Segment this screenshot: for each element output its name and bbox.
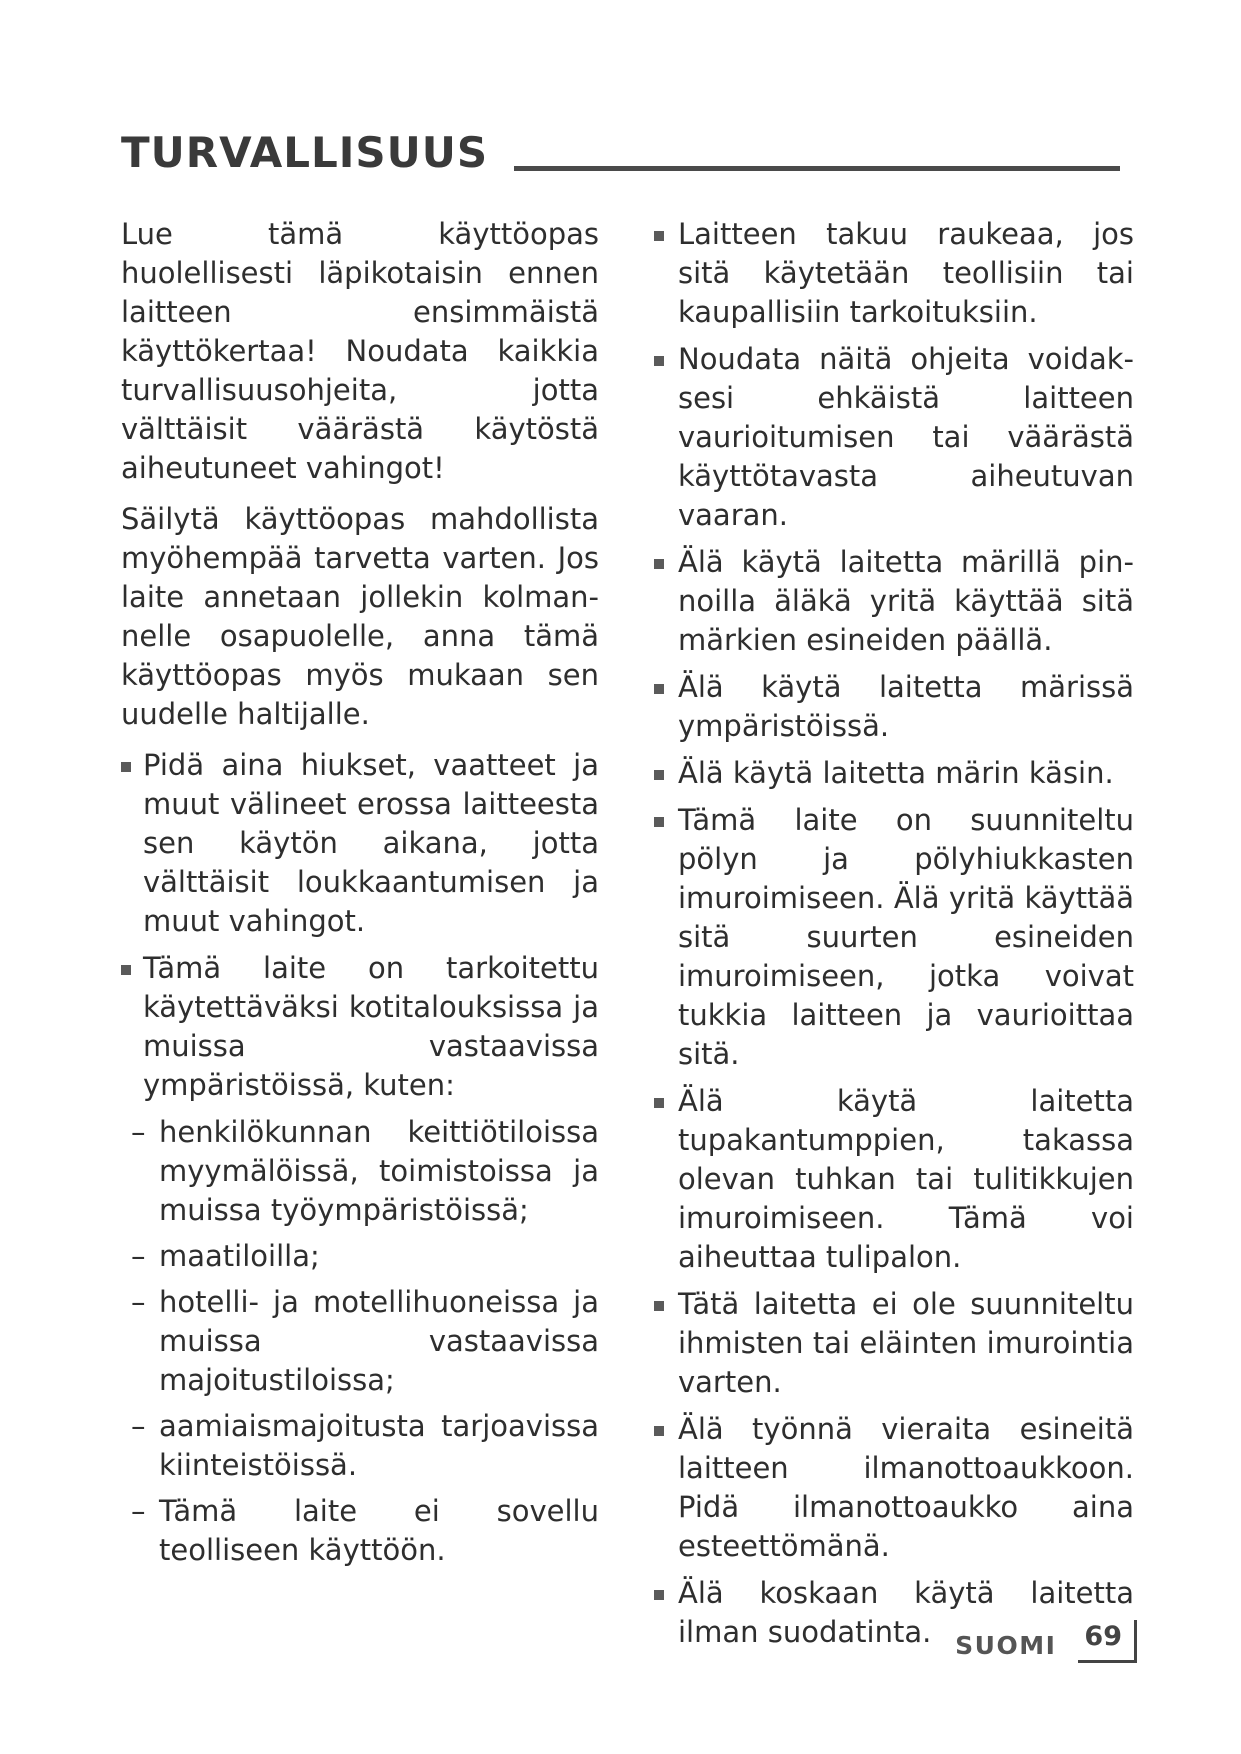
bullet-text: Tämä laite on tarkoitettu käytettäväksi kotitalouksissa ja muissa vastaavissa ympäristöissä, kuten: — [143, 951, 599, 1102]
dash-text: Tämä laite ei sovellu teolliseen käyttöön. — [159, 1494, 599, 1567]
square-bullet-icon — [654, 817, 664, 827]
bullet-text: Älä käytä laitetta tupakantumppien, takassa olevan tuhkan tai tulitikkujen imuroimiseen. Tämä voi aiheuttaa tulipalon. — [678, 1084, 1134, 1274]
bullet-text: Älä käytä laitetta märin käsin. — [678, 756, 1114, 790]
square-bullet-icon — [654, 1426, 664, 1436]
bullet-item — [121, 746, 599, 941]
bullet-item — [654, 1082, 1134, 1277]
square-bullet-icon — [121, 762, 131, 772]
bullet-text: Älä koskaan käytä laitetta ilman suodatinta. — [678, 1576, 1134, 1649]
dash-bullet-icon: – — [131, 1239, 146, 1273]
bullet-item — [654, 1285, 1134, 1402]
bullet-text: Tämä laite on suunniteltu pölyn ja pölyhiukkasten imuroimiseen. Älä yritä käyttää sitä suurten esineiden imuroimiseen, jotka voivat tukkia laitteen ja vaurioittaa sitä. — [678, 803, 1134, 1071]
dash-text: aamiaismajoitusta tarjoavissa kiinteistöissä. — [159, 1409, 599, 1482]
page-title: TURVALLISUUS — [121, 128, 489, 177]
intro-paragraph: Säilytä käyttöopas mahdollista myöhempää tarvetta varten. Jos laite annetaan jollekin kolmannelle osapuolelle, anna tämä käyttöopas myös mukaan sen uudelle haltijalle. — [121, 502, 599, 731]
bullet-item — [654, 801, 1134, 1074]
footer-language: SUOMI — [955, 1631, 1057, 1660]
square-bullet-icon — [654, 356, 664, 366]
bullet-text: Pidä aina hiukset, vaatteet ja muut välineet erossa laitteesta sen käytön aikana, jotta välttäisit loukkaantumisen ja muut vahingot. — [143, 748, 599, 938]
dash-item — [131, 1113, 599, 1230]
bullet-item — [654, 340, 1134, 535]
title-rule — [514, 166, 1120, 171]
bullet-text: Älä käytä laitetta märissä ympäristöissä. — [678, 670, 1134, 743]
dash-item — [131, 1407, 599, 1485]
square-bullet-icon — [654, 684, 664, 694]
bullet-text: Älä käytä laitetta märillä pinnoilla äläkä yritä käyttää sitä märkien esineiden päällä. — [678, 545, 1134, 657]
square-bullet-icon — [654, 1301, 664, 1311]
intro-paragraph: Lue tämä käyttöopas huolellisesti läpikotaisin ennen laitteen ensimmäistä käyttökertaa! Noudata kaikkia turvallisuusohjeita, jotta välttäisit väärästä käytöstä aiheutuneet vahingot! — [121, 217, 599, 485]
page-header — [121, 118, 1120, 177]
page-footer — [955, 1620, 1137, 1663]
bullet-item — [654, 1410, 1134, 1566]
bullet-text: Tätä laitetta ei ole suunniteltu ihmisten tai eläinten imurointia varten. — [678, 1287, 1134, 1399]
square-bullet-icon — [654, 231, 664, 241]
square-bullet-icon — [654, 1098, 664, 1108]
bullet-text: Noudata näitä ohjeita voidaksesi ehkäistä laitteen vaurioitumisen tai väärästä käyttötavasta aiheutuvan vaaran. — [678, 342, 1134, 532]
dash-item — [131, 1283, 599, 1400]
dash-text: maatiloilla; — [159, 1239, 320, 1273]
bullet-item — [654, 754, 1134, 793]
bullet-item — [654, 215, 1134, 332]
square-bullet-icon — [654, 559, 664, 569]
dash-text: henkilökunnan keittiötiloissa myymälöissä, toimistoissa ja muissa työympäristöissä; — [159, 1115, 599, 1227]
bullet-item — [654, 543, 1134, 660]
square-bullet-icon — [654, 770, 664, 780]
dash-bullet-icon: – — [131, 1285, 146, 1319]
dash-bullet-icon: – — [131, 1409, 146, 1443]
left-column — [121, 215, 599, 1577]
dash-bullet-icon: – — [131, 1494, 146, 1528]
dash-item — [131, 1237, 599, 1276]
dash-item — [131, 1492, 599, 1570]
bullet-text: Älä työnnä vieraita esineitä laitteen ilmanottoaukkoon. Pidä ilmanottoaukko aina esteettömänä. — [678, 1412, 1134, 1563]
bullet-item — [654, 668, 1134, 746]
square-bullet-icon — [654, 1590, 664, 1600]
bullet-item — [121, 949, 599, 1105]
right-column — [654, 215, 1134, 1660]
bullet-text: Laitteen takuu raukeaa, jos sitä käytetään teollisiin tai kaupallisiin tarkoituksiin. — [678, 217, 1134, 329]
dash-text: hotelli- ja motellihuoneissa ja muissa vastaavissa majoitustiloissa; — [159, 1285, 599, 1397]
page-number: 69 — [1078, 1620, 1137, 1663]
square-bullet-icon — [121, 965, 131, 975]
dash-bullet-icon: – — [131, 1115, 146, 1149]
